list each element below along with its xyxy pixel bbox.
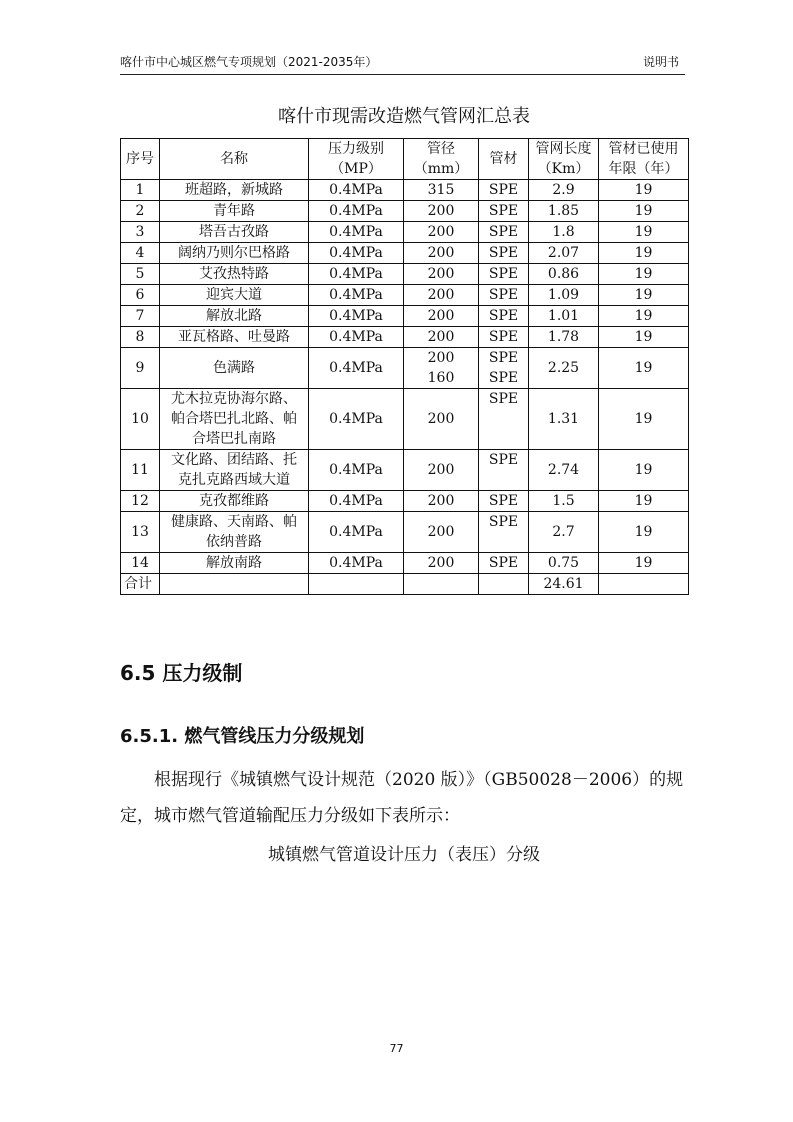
cell-pressure: 0.4MPa [309,201,404,222]
cell-length: 2.9 [529,180,599,201]
cell-length: 2.74 [529,450,599,491]
cell-pressure: 0.4MPa [309,243,404,264]
cell-diameter: 200 [404,285,479,306]
document-type: 说明书 [642,55,679,69]
cell-material: SPE [479,389,529,450]
cell-material: SPE [479,327,529,348]
header-length: 管网长度 （Km） [529,139,599,180]
cell-seq: 6 [121,285,160,306]
cell-seq: 8 [121,327,160,348]
cell-years: 19 [599,512,689,553]
cell-years: 19 [599,327,689,348]
header-pressure: 压力级别 （MP） [309,139,404,180]
cell-pressure: 0.4MPa [309,389,404,450]
cell-name: 解放北路 [160,306,309,327]
total-row [121,574,689,595]
cell-diameter: 200 [404,222,479,243]
cell-seq: 2 [121,201,160,222]
cell-name: 亚瓦格路、吐曼路 [160,327,309,348]
document-title: 喀什市中心城区燃气专项规划（2021-2035年） [120,55,378,69]
pipeline-summary-table [120,138,689,595]
cell-length: 2.7 [529,512,599,553]
cell-seq: 9 [121,348,160,389]
cell-seq: 10 [121,389,160,450]
table-row [121,201,689,222]
cell-name: 克孜都维路 [160,491,309,512]
header-diameter: 管径 （mm） [404,139,479,180]
cell-material: SPE [479,491,529,512]
cell-pressure: 0.4MPa [309,512,404,553]
cell-material: SPE [479,243,529,264]
cell-length: 1.78 [529,327,599,348]
table-row [121,306,689,327]
cell-pressure: 0.4MPa [309,450,404,491]
table-row [121,512,689,553]
total-length: 24.61 [529,574,599,595]
cell-pressure: 0.4MPa [309,264,404,285]
cell-years: 19 [599,491,689,512]
subtable-title: 城镇燃气管道设计压力（表压）分级 [268,845,540,865]
cell-diameter: 200 [404,243,479,264]
cell-material: SPE SPE [479,348,529,389]
table-header-row [121,139,689,180]
table-row [121,285,689,306]
cell-length: 1.5 [529,491,599,512]
page-header [120,48,685,75]
cell-diameter: 200 [404,327,479,348]
cell-seq: 11 [121,450,160,491]
cell-material: SPE [479,285,529,306]
table-row [121,348,689,389]
cell-name: 解放南路 [160,553,309,574]
cell-years: 19 [599,389,689,450]
cell-years: 19 [599,348,689,389]
cell-seq: 4 [121,243,160,264]
table-row [121,264,689,285]
cell-material: SPE [479,222,529,243]
cell-material: SPE [479,450,529,491]
cell-diameter: 200 [404,491,479,512]
cell-diameter: 200 [404,201,479,222]
header-years: 管材已使用 年限（年） [599,139,689,180]
cell-name: 艾孜热特路 [160,264,309,285]
cell-years: 19 [599,285,689,306]
cell-diameter: 200 [404,306,479,327]
table-row [121,389,689,450]
table-row [121,222,689,243]
cell-material: SPE [479,306,529,327]
cell-seq: 12 [121,491,160,512]
table-title: 喀什市现需改造燃气管网汇总表 [278,106,530,127]
cell-seq: 13 [121,512,160,553]
cell-material: SPE [479,180,529,201]
cell-pressure: 0.4MPa [309,222,404,243]
header-name: 名称 [160,139,309,180]
cell-length: 1.31 [529,389,599,450]
cell-material: SPE [479,553,529,574]
cell-pressure: 0.4MPa [309,327,404,348]
page-number: 77 [389,1042,404,1055]
cell-diameter: 200 [404,450,479,491]
cell-name: 班超路，新城路 [160,180,309,201]
cell-years: 19 [599,180,689,201]
header-seq: 序号 [121,139,160,180]
cell-name: 色满路 [160,348,309,389]
subsection-heading: 6.5.1. 燃气管线压力分级规划 [120,726,365,747]
cell-length: 1.8 [529,222,599,243]
table-row [121,553,689,574]
cell-diameter: 200 [404,389,479,450]
body-paragraph: 根据现行《城镇燃气设计规范（2020 版）》（GB50028－2006）的规定，城市燃气管道输配压力分级如下表所示： [120,770,684,826]
cell-pressure: 0.4MPa [309,180,404,201]
cell-name: 迎宾大道 [160,285,309,306]
cell-diameter: 200 [404,264,479,285]
header-material: 管材 [479,139,529,180]
cell-years: 19 [599,201,689,222]
cell-name: 文化路、团结路、托 克扎克路西域大道 [160,450,309,491]
cell-pressure: 0.4MPa [309,553,404,574]
total-label: 合计 [121,574,160,595]
cell-years: 19 [599,264,689,285]
cell-length: 0.75 [529,553,599,574]
cell-diameter: 200 [404,553,479,574]
cell-years: 19 [599,306,689,327]
cell-material: SPE [479,512,529,553]
cell-name: 尤木拉克协海尔路、 帕合塔巴扎北路、帕 合塔巴扎南路 [160,389,309,450]
table-row [121,450,689,491]
cell-pressure: 0.4MPa [309,306,404,327]
cell-diameter: 315 [404,180,479,201]
cell-name: 青年路 [160,201,309,222]
cell-seq: 3 [121,222,160,243]
cell-pressure: 0.4MPa [309,491,404,512]
cell-years: 19 [599,243,689,264]
cell-seq: 7 [121,306,160,327]
table-row [121,491,689,512]
cell-length: 2.07 [529,243,599,264]
cell-length: 2.25 [529,348,599,389]
section-heading: 6.5 压力级制 [120,661,243,685]
cell-seq: 14 [121,553,160,574]
cell-length: 1.09 [529,285,599,306]
cell-name: 阔纳乃则尔巴格路 [160,243,309,264]
cell-length: 1.01 [529,306,599,327]
cell-material: SPE [479,264,529,285]
cell-length: 0.86 [529,264,599,285]
table-row [121,180,689,201]
cell-years: 19 [599,450,689,491]
cell-diameter: 200 160 [404,348,479,389]
table-row [121,243,689,264]
cell-length: 1.85 [529,201,599,222]
cell-pressure: 0.4MPa [309,285,404,306]
cell-diameter: 200 [404,512,479,553]
cell-years: 19 [599,222,689,243]
cell-material: SPE [479,201,529,222]
cell-name: 健康路、天南路、帕 依纳普路 [160,512,309,553]
cell-name: 塔吾古孜路 [160,222,309,243]
table-row [121,327,689,348]
cell-seq: 5 [121,264,160,285]
cell-pressure: 0.4MPa [309,348,404,389]
cell-seq: 1 [121,180,160,201]
cell-years: 19 [599,553,689,574]
